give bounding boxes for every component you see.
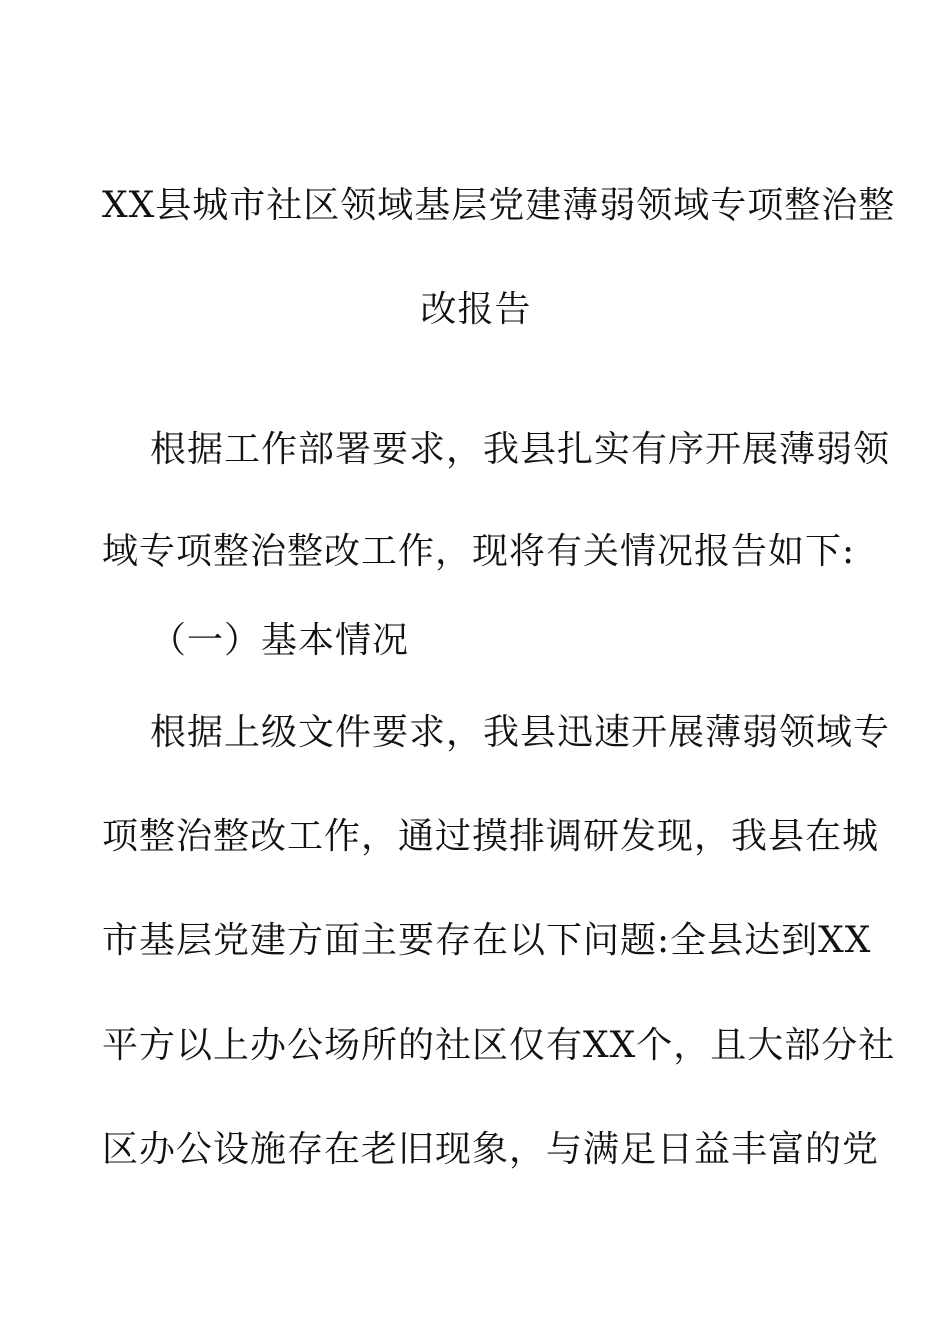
title-line-2: 改报告 [420, 289, 532, 330]
body-line-1: 根据上级文件要求，我县迅速开展薄弱领域专 [150, 712, 891, 753]
title-line-1: XX县城市社区领域基层党建薄弱领域专项整治整 [102, 185, 896, 226]
body-line-2: 项整治整改工作，通过摸排调研发现，我县在城 [102, 816, 880, 857]
intro-line-2: 域专项整治整改工作，现将有关情况报告如下: [102, 531, 856, 572]
body-line-5: 区办公设施存在老旧现象，与满足日益丰富的党 [102, 1129, 880, 1170]
body-line-4: 平方以上办公场所的社区仅有XX个，且大部分社 [102, 1025, 896, 1066]
body-line-3: 市基层党建方面主要存在以下问题:全县达到XX [102, 920, 872, 961]
intro-line-1: 根据工作部署要求，我县扎实有序开展薄弱领 [150, 429, 891, 470]
section-heading: （一）基本情况 [150, 620, 410, 661]
